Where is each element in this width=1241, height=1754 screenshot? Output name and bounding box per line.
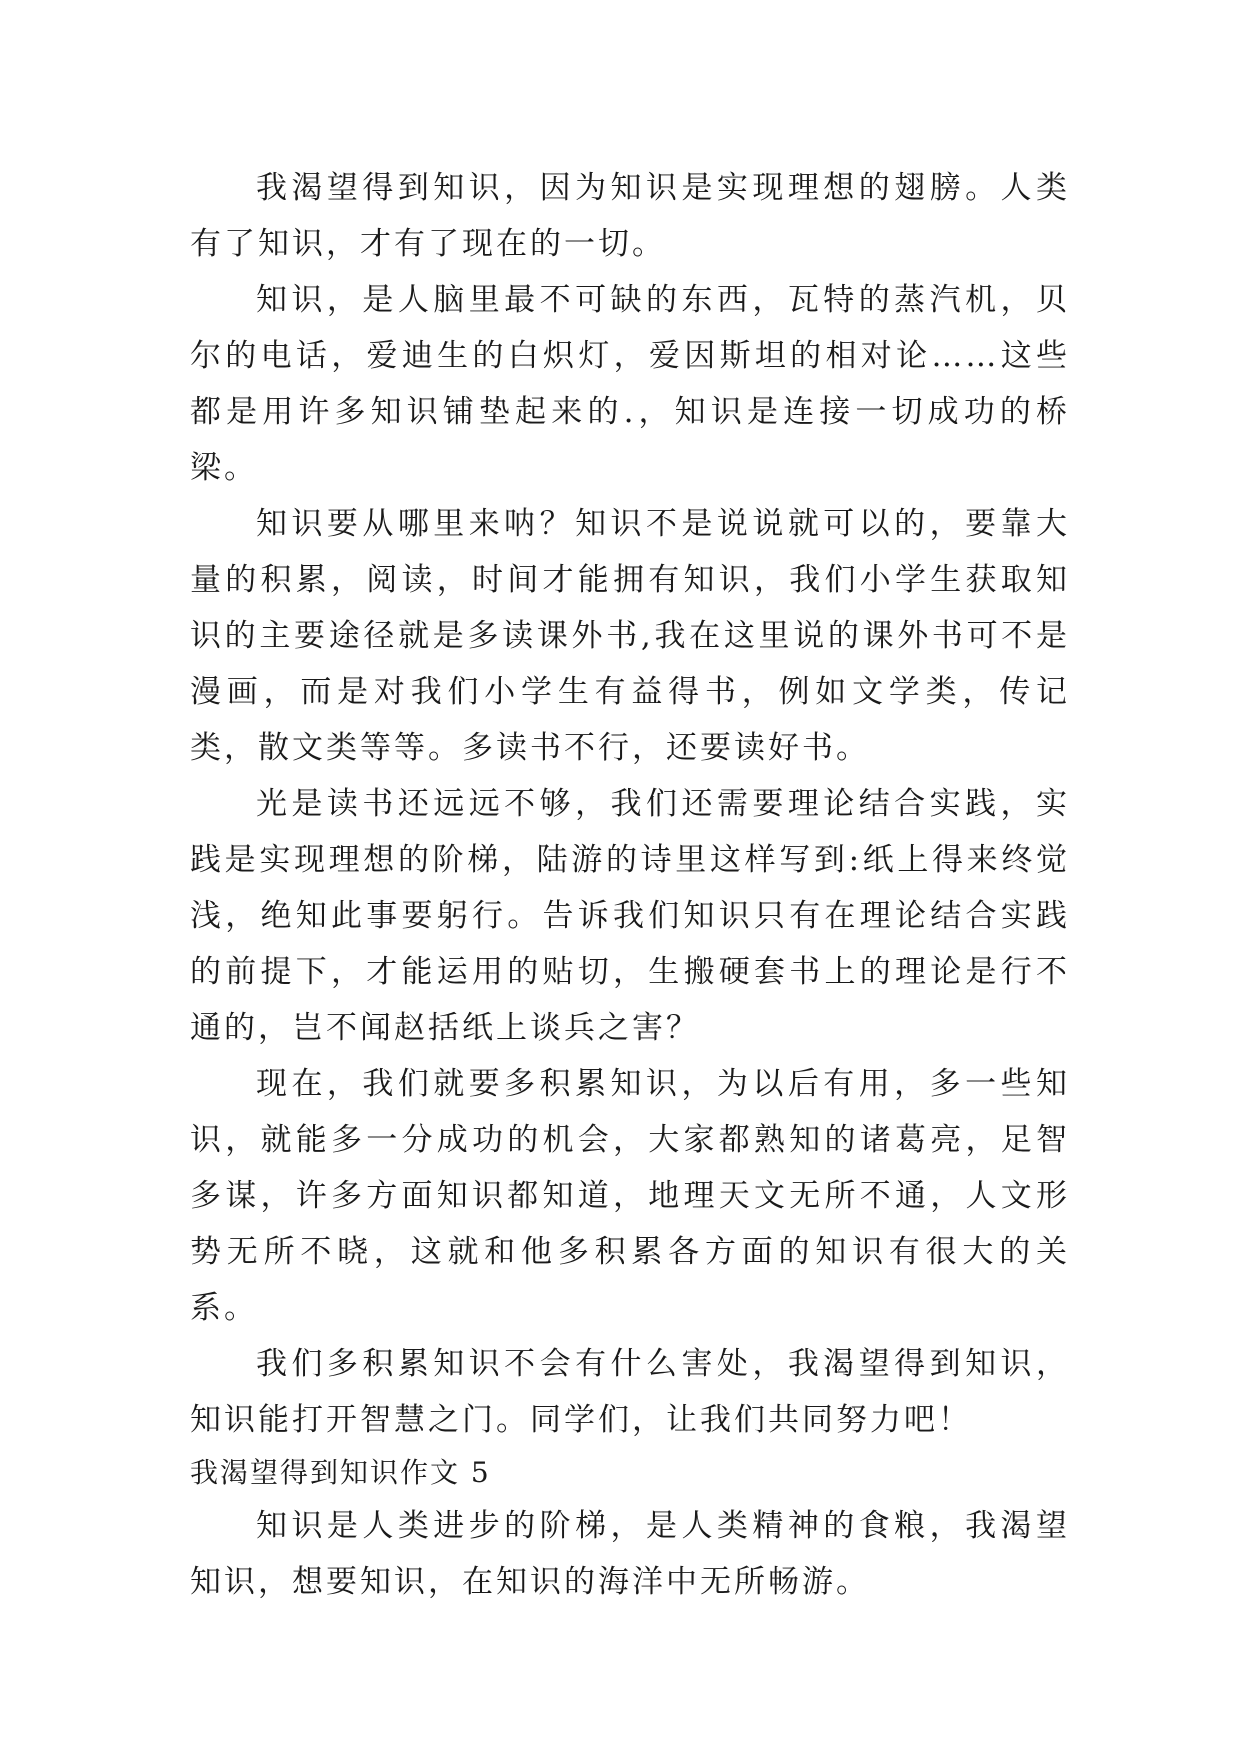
paragraph: 光是读书还远远不够，我们还需要理论结合实践，实践是实现理想的阶梯，陆游的诗里这样写到:纸上得来终觉浅，绝知此事要躬行。告诉我们知识只有在理论结合实践的前提下，才能运用的贴切，生搬硬套书上的理论是行不通的，岂不闻赵括纸上谈兵之害？ xyxy=(190,786,1070,1046)
paragraph: 知识，是人脑里最不可缺的东西，瓦特的蒸汽机，贝尔的电话，爱迪生的白炽灯，爱因斯坦的相对论……这些都是用许多知识铺垫起来的.，知识是连接一切成功的桥梁。 xyxy=(190,282,1070,486)
paragraph: 我渴望得到知识，因为知识是实现理想的翅膀。人类有了知识，才有了现在的一切。 xyxy=(190,170,1070,262)
section-title: 我渴望得到知识作文 5 xyxy=(190,1456,491,1489)
document-page xyxy=(190,160,1070,1610)
paragraph: 现在，我们就要多积累知识，为以后有用，多一些知识，就能多一分成功的机会，大家都熟知的诸葛亮，足智多谋，许多方面知识都知道，地理天文无所不通，人文形势无所不晓，这就和他多积累各方面的知识有很大的关系。 xyxy=(190,1066,1070,1326)
paragraph: 知识是人类进步的阶梯，是人类精神的食粮，我渴望知识，想要知识，在知识的海洋中无所畅游。 xyxy=(190,1508,1070,1600)
paragraph: 我们多积累知识不会有什么害处，我渴望得到知识，知识能打开智慧之门。同学们，让我们共同努力吧！ xyxy=(190,1346,1070,1438)
paragraph: 知识要从哪里来呐？知识不是说说就可以的，要靠大量的积累，阅读，时间才能拥有知识，我们小学生获取知识的主要途径就是多读课外书,我在这里说的课外书可不是漫画，而是对我们小学生有益得书，例如文学类，传记类，散文类等等。多读书不行，还要读好书。 xyxy=(190,506,1070,766)
